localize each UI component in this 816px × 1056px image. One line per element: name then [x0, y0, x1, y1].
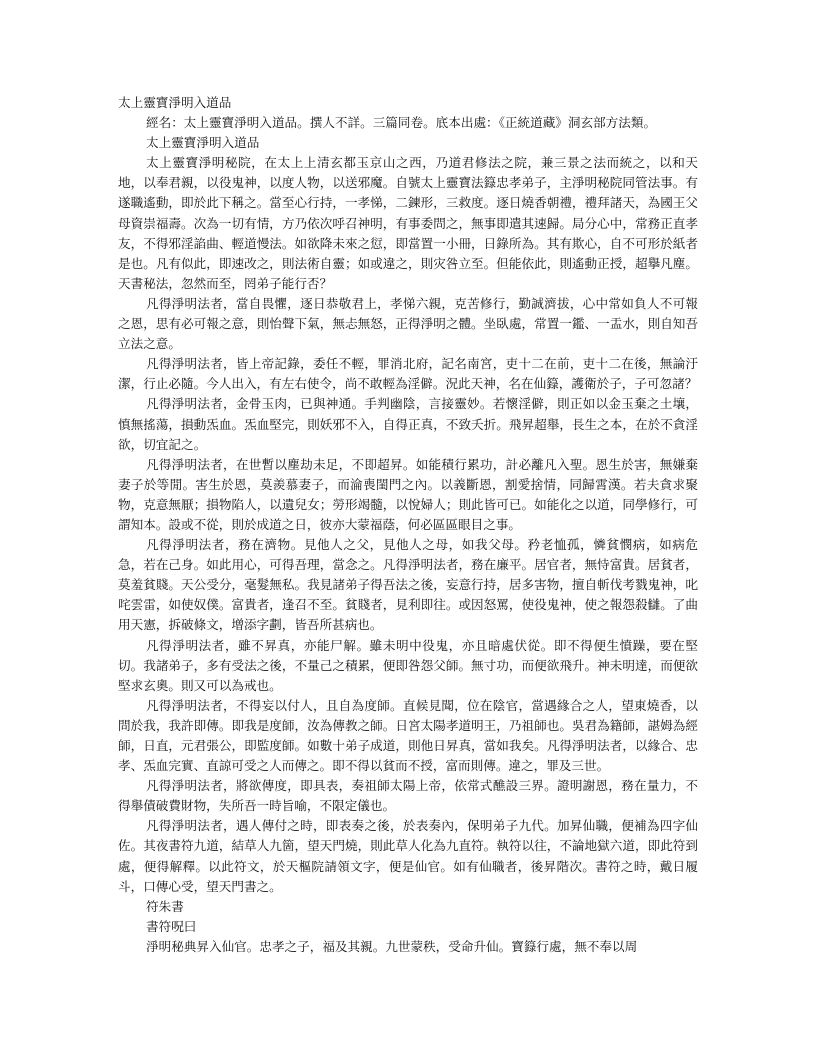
- paragraph: 凡得淨明法者，務在濟物。見他人之父，見他人之母，如我父母。矜老恤孤，憐貧憫病，如病危急，若在己身。如此用心，可得吾理，當念之。凡得淨明法者，務在廉平。居官者，無恃富貴。居貧者，莫羞貧賤。天公受分，毫髮無私。我見諸弟子得吾法之後，妄意行持，居多害物，擅自斬伐考戮鬼神，叱咤雲雷，如使奴僕。富貴者，逢召不至。貧賤者，見利即往。或因怒罵，使役鬼神，使之報怨殺讎。了曲用天憲，拆破條文，增添字劃，皆吾所甚病也。: [118, 537, 698, 633]
- subheading: 符朱書: [146, 898, 184, 914]
- paragraph: 凡得淨明法者，在世暫以塵劫未足，不即超昇。如能積行累功，計必離凡入聖。恩生於害，無嫌棄妻子於等閒。害生於恩，莫羨慕妻子，而淪喪閨門之內。以義斷恩，割愛捨情，同歸霄漢。若夫貪求聚物，克意無厭；損物陷人，以遺兒女；勞形竭髓，以悅婦人；則此皆可已。如能化之以道，同學修行，可謂知本。設或不從，則於成道之日，彼亦大蒙福蔭，何必區區眼目之事。: [118, 456, 698, 532]
- document-meta: 經名：太上靈寶淨明入道品。撰人不詳。三篇同卷。底本出處：《正統道藏》洞玄部方法類。: [146, 115, 657, 131]
- paragraph: 凡得淨明法者，金骨玉肉，已與神通。手判幽陰，言接靈妙。若懷淫僻，則正如以金玉棄之土壤，慎無搖蕩，損動炁血。炁血堅完，則妖邪不入，自得正真，不致夭折。飛昇超舉，長生之本，在於不貪淫欲，切宜記之。: [118, 396, 698, 452]
- document-title: 太上靈寶淨明入道品: [118, 95, 232, 110]
- subheading: 書符呪曰: [146, 918, 197, 934]
- paragraph: 凡得淨明法者，當自畏懼，逐日恭敬君上，孝悌六親，克苦修行，勤誠濟拔，心中常如負人不可報之恩，思有必可報之意，則怡聲下氣，無忐無怒，正得淨明之體。坐臥處，常置一鑑、一盂水，則自知吾立法之意。: [118, 295, 698, 352]
- paragraph: 凡得淨明法者，將欲傳度，即具表，奏祖師太陽上帝，依常式醮設三界。證明謝恩，務在量力，不得舉債破費財物，失所吾一時旨喻，不限定儀也。: [118, 778, 698, 814]
- paragraph-last: 淨明秘典昇入仙官。忠孝之子，福及其親。九世蒙秩，受命升仙。寶籙行處，無不奉以周: [146, 938, 638, 954]
- document-page: [118, 93, 698, 957]
- paragraph: 凡得淨明法者，不得妄以付人，且自為度師。直候見聞，位在陰官，當遇緣合之人，望東燒香，以問於我，我許即傳。即我是度師，汝為傳教之師。日宮太陽孝道明王，乃祖師也。吳君為籍師，諶姆為經師，日直，元君張公，即監度師。如數十弟子成道，則他日昇真，當如我矣。凡得淨明法者，以緣合、忠孝、炁血完實、直諒可受之人而傳之。即不得以貧而不授，富而則傳。違之，罪及三世。: [118, 697, 698, 774]
- paragraph: 凡得淨明法者，雖不昇真，亦能尸解。雖未明中役鬼，亦且暗處伏從。即不得便生憤躁，要在堅切。我諸弟子，多有受法之後，不量己之積累，便即咎怨父師。無寸功，而便欲飛升。神未明達，而便欲堅求玄奧。則又可以為戒也。: [118, 637, 698, 693]
- paragraph: 凡得淨明法者，皆上帝記錄，委任不輕，罪消北府，記名南宮，吏十二在前，吏十二在後，無論汙潔，行止必隨。今人出入，有左右使令，尚不敢輕為淫僻。況此天神，名在仙籙，護衛於子，子可忽諸？: [118, 356, 698, 392]
- paragraph: 凡得淨明法者，遇人傳付之時，即表奏之後，於表奏內，保明弟子九代。加昇仙職，便補為四字仙佐。其夜書符九道，結草人九箇，望天門燒，則此草人化為九直符。執符以往，不論地獄六道，即此符到處，便得解釋。以此符文，於天樞院請領文字，便是仙官。如有仙職者，後昇階次。書符之時，戴日履斗，口傳心受，望天門書之。: [118, 818, 698, 894]
- section-title: 太上靈寶淨明入道品: [146, 135, 260, 151]
- paragraph: 太上靈寶淨明秘院，在太上上清玄都玉京山之西，乃道君修法之院，兼三景之法而統之，以和天地，以奉君親，以役鬼神，以度人物，以送邪魔。自號太上靈寶法籙忠孝弟子，主淨明秘院同管法事。有遂職遙動，即於此下稱之。當至心行持，一孝悌，二鍊形，三救度。逐日燒香朝禮，禮拜諸天，為國王父母資崇福壽。次為一切有情，方乃依次呼召神明，有事委問之，無事即遣其速歸。局分心中，常務正直孝友，不得邪淫諂曲、輕道慢法。如欲降未來之愆，即當置一小冊，日錄所為。其有欺心，自不可形於紙者是也。凡有似此，即速改之，則法術自靈；如或違之，則灾咎立至。但能依此，則遙動正授，超擧凡塵。天書秘法，忽然而至，罔弟子能行否？: [118, 155, 698, 291]
